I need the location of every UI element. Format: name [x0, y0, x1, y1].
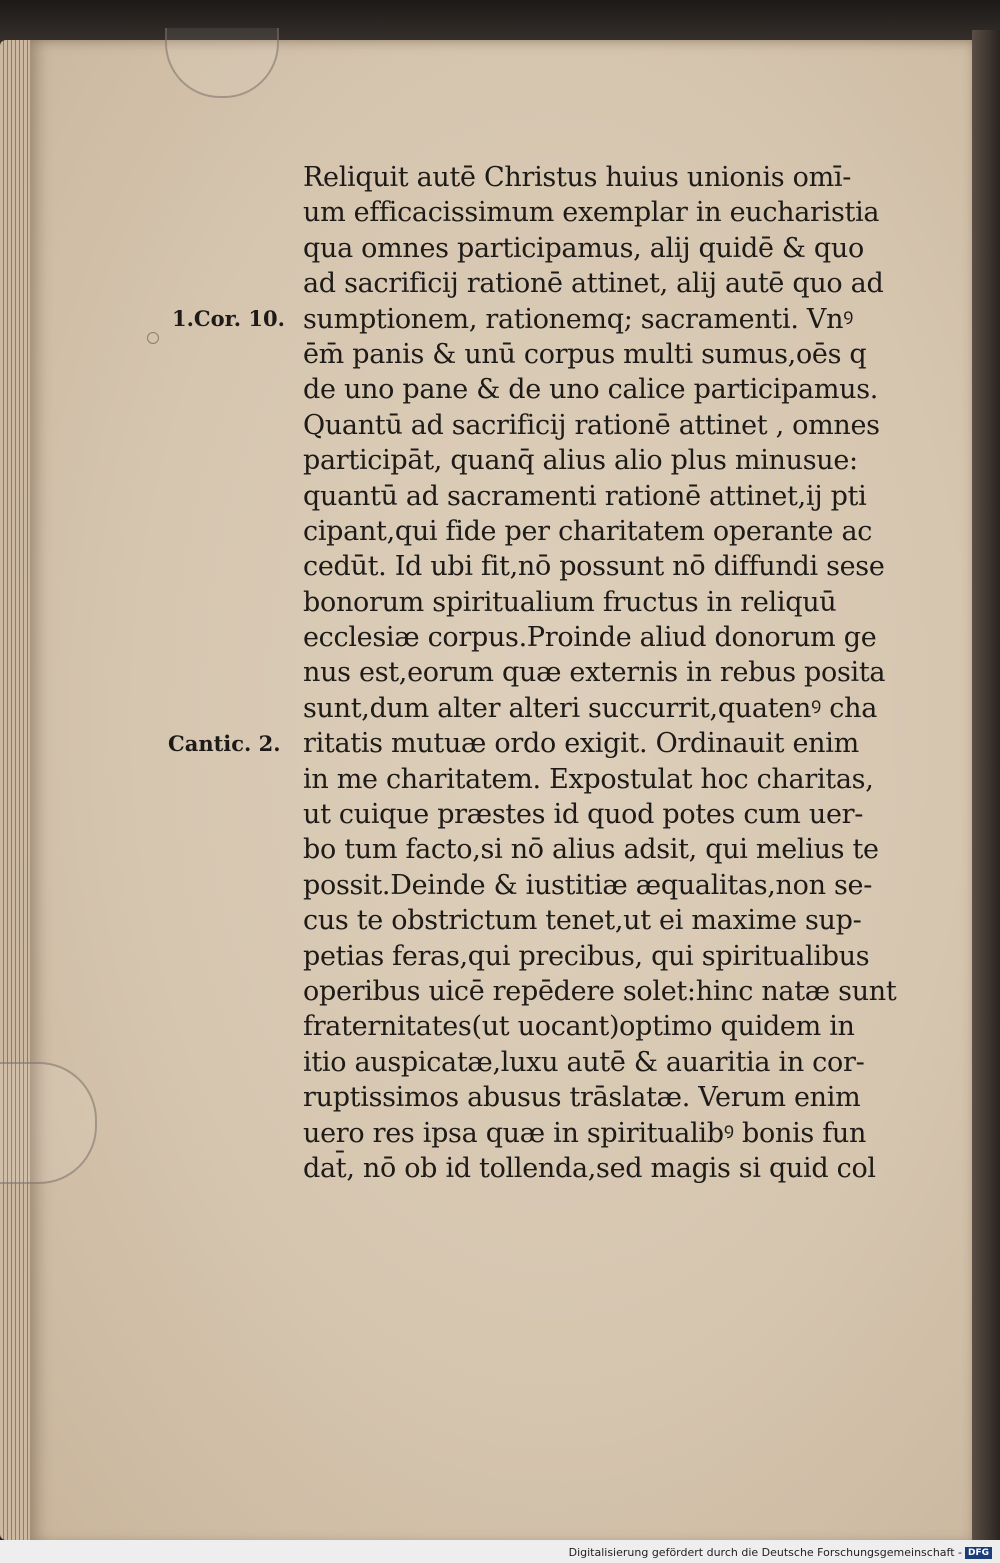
text-line: cedūt. Id ubi fit,nō possunt nō diffundi sese	[303, 551, 885, 583]
text-line: ritatis mutuæ ordo exigit. Ordinauit enim	[303, 728, 859, 760]
text-line: ecclesiæ corpus.Proinde aliud donorum ge	[303, 622, 877, 654]
body-text	[303, 160, 928, 1186]
text-line: petias feras,qui precibus, qui spiritualibus	[303, 940, 870, 972]
funding-credit	[569, 1546, 992, 1559]
text-line: cus te obstrictum tenet,ut ei maxime sup-	[303, 905, 862, 937]
text-line: possit.Deinde & iustitiæ æqualitas,non se-	[303, 869, 873, 901]
text-line: bonorum spiritualium fructus in reliquū	[303, 586, 837, 618]
text-line: uero res ipsa quæ in spiritualibꝰ bonis fun	[303, 1117, 867, 1149]
text-line: de uno pane & de uno calice participamus.	[303, 374, 879, 406]
book-gutter	[972, 30, 1000, 1540]
dfg-logo: DFG	[965, 1547, 992, 1559]
text-line: operibus uicē repēdere solet:hinc natæ sunt	[303, 975, 897, 1007]
text-line: fraternitates(ut uocant)optimo quidem in	[303, 1011, 855, 1043]
text-line: ruptissimos abusus trāslatæ. Verum enim	[303, 1082, 861, 1114]
margin-note-canticles: Cantic. 2.	[168, 731, 281, 756]
text-line: ad sacrificij rationē attinet, alij autē quo ad	[303, 268, 884, 300]
text-line: sunt,dum alter alteri succurrit,quatenꝰ cha	[303, 692, 878, 724]
text-line: cipant,qui fide per charitatem operante ac	[303, 515, 873, 547]
text-line: itio auspicatæ,luxu autē & auaritia in cor-	[303, 1046, 865, 1078]
text-line: Quantū ad sacrificij rationē attinet , omnes	[303, 409, 880, 441]
text-line: sumptionem, rationemq; sacramenti. Vnꝰ	[303, 303, 854, 335]
margin-note-corinthians: 1.Cor. 10.	[172, 306, 285, 331]
text-line: ut cuique præstes id quod potes cum uer-	[303, 799, 864, 831]
text-line: quantū ad sacramenti rationē attinet,ij pti	[303, 480, 867, 512]
page-hole	[147, 332, 159, 344]
text-line: um efficacissimum exemplar in eucharistia	[303, 197, 880, 229]
text-line: participāt, quanq̄ alius alio plus minusue:	[303, 445, 858, 477]
text-line: in me charitatem. Expostulat hoc charitas,	[303, 763, 874, 795]
text-line: dat̄, nō ob id tollenda,sed magis si quid col	[303, 1152, 876, 1184]
text-line: nus est,eorum quæ externis in rebus posita	[303, 657, 886, 689]
text-line: bo tum facto,si nō alius adsit, qui melius te	[303, 834, 879, 866]
text-line: ēm̄ panis & unū corpus multi sumus,oēs q	[303, 338, 867, 370]
text-line: qua omnes participamus, alij quidē & quo	[303, 232, 864, 264]
text-line: Reliquit autē Christus huius unionis omī-	[303, 162, 852, 193]
funding-credit-text: Digitalisierung gefördert durch die Deutsche Forschungsgemeinschaft -	[568, 1546, 962, 1559]
